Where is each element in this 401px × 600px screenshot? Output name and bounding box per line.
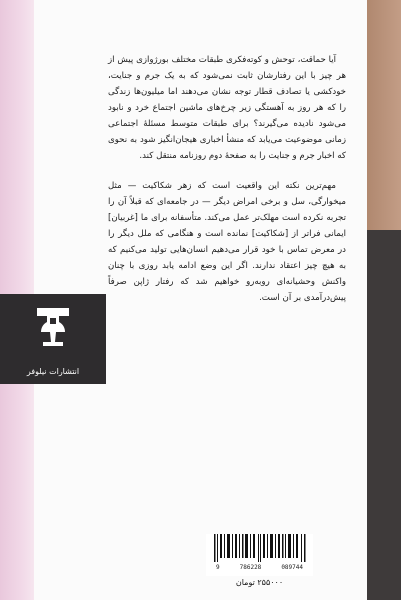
book-price: ۲۵۵۰۰۰ تومان <box>235 578 284 587</box>
barcode-digit-group: 089744 <box>281 564 303 571</box>
back-cover-text <box>108 52 346 320</box>
barcode-bars <box>214 534 306 562</box>
barcode-digits <box>206 564 313 571</box>
publisher-name: انتشارات نیلوفر <box>26 367 80 376</box>
publisher-logo-block <box>0 294 106 384</box>
barcode-digit-group: 786228 <box>239 564 262 571</box>
back-cover-paragraph-2: مهم‌ترین نکته این واقعیت است که زهر شکاکیت — مثل میخوارگی، سل و برخی امراض دیگر — در جامعه‌ای که قبلاً آن را تجربه نکرده است مهلک‌تر عمل می‌کند. متأسفانه برای ما [غربیان] ایمانی فراتر از [شکاکیت] نمانده است و هنگامی که ملل دیگر را در معرض تماس با خود قرار می‌دهیم انسان‌هایی تولید می‌کنیم که به هیچ چیز اعتقاد ندارند. اگر این وضع ادامه یابد روزی با چنان واکنش وحشیانه‌ای روبه‌رو خواهیم شد که رفتار ژاپن صرفاً پیش‌درآمدی بر آن است. <box>108 181 346 303</box>
right-spine-edge <box>367 0 401 600</box>
publisher-emblem-icon <box>33 304 73 348</box>
barcode-digit-group: 9 <box>216 564 220 571</box>
isbn-barcode <box>206 534 313 576</box>
spine-dark-band <box>367 230 401 600</box>
back-cover-paragraph-1: آیا حماقت، توحش و کوته‌فکری طبقات مختلف بورژوازی پیش از هر چیز با این رفتارشان ثابت نمی‌شود که به یک جرم و جنایت، خودکشی یا تصادف قطار توجه نشان می‌دهند اما میلیون‌ها زندگی را که هر روز به آهستگی زیر چرخ‌های ماشین اجتماع خرد و نابود می‌شود نادیده می‌گیرند؟ برای طبقات متوسط مسئلهٔ اجتماعی زمانی موضوعیت می‌یابد که منشأ اخباری هیجان‌انگیز شود به نحوی که اخبار جرم و جنایت را به صفحهٔ دوم روزنامه منتقل کند. <box>108 55 346 161</box>
spine-brown-band <box>367 0 401 230</box>
